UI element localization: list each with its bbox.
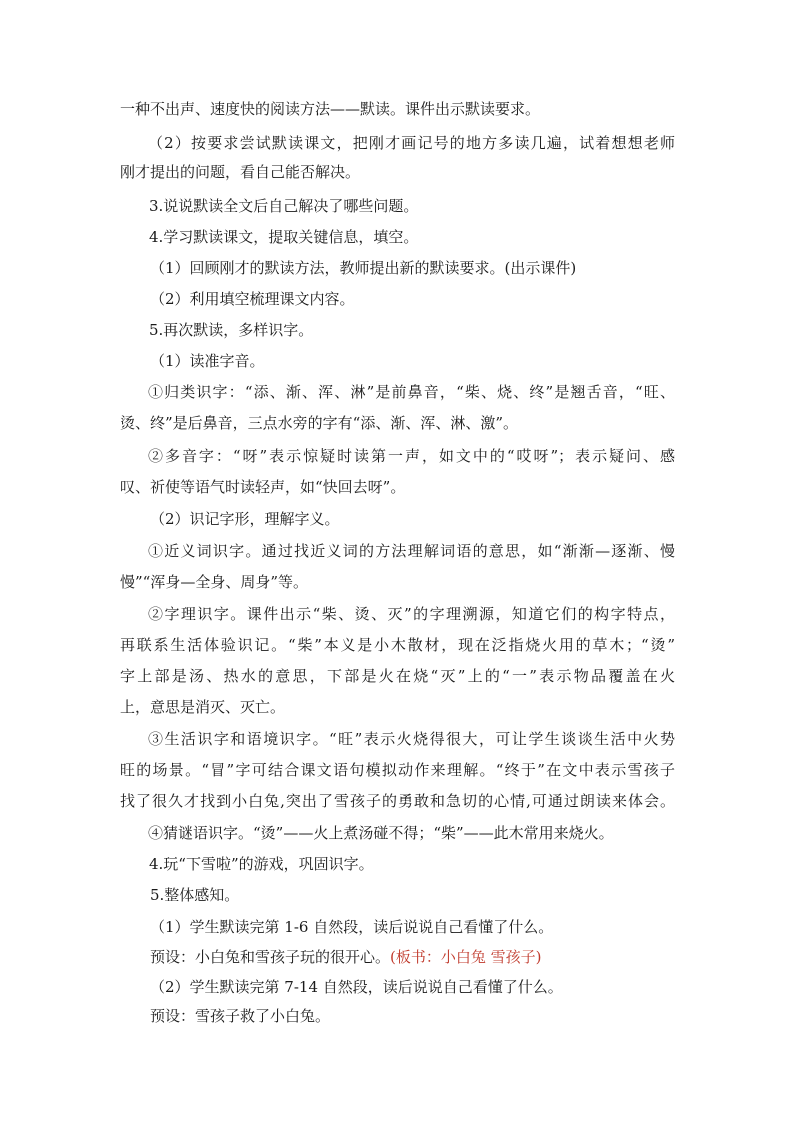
text-line: （1）读准字音。: [150, 352, 265, 370]
text-line: 字上部是汤、热水的意思，下部是火在烧“灭”上的“一”表示物品覆盖在火: [120, 667, 675, 685]
text-line: 再联系生活体验识记。“柴”本义是小木散材，现在泛指烧火用的草木；“烫”: [120, 636, 675, 654]
text-line: ①近义词识字。通过找近义词的方法理解词语的意思，如“渐渐—逐渐、慢: [148, 542, 675, 560]
text-line: 烫、终”是后鼻音，三点水旁的字有“添、渐、浑、淋、激”。: [120, 414, 519, 432]
text-line: ②字理识字。课件出示“柴、烫、灭”的字理溯源，知道它们的构字特点，: [148, 605, 675, 623]
text-line: 慢”“浑身—全身、周身”等。: [120, 573, 309, 591]
text-line: ④猜谜语识字。“烫”——火上煮汤碰不得；“柴”——此木常用来烧火。: [148, 824, 614, 842]
text-line: 叹、祈使等语气时读轻声，如“快回去呀”。: [120, 478, 406, 496]
text-line: 一种不出声、速度快的阅读方法——默读。课件出示默读要求。: [120, 100, 541, 118]
text-line: [150, 947, 542, 967]
text-line: ①归类识字：“添、渐、浑、淋”是前鼻音，“柴、烧、终”是翘舌音，“旺、: [148, 383, 675, 401]
text-line: （1）回顾刚才的默读方法，教师提出新的默读要求。(出示课件): [150, 259, 577, 277]
text-line: 找了很久才找到小白兔,突出了雪孩子的勇敢和急切的心情,可通过朗读来体会。: [120, 792, 675, 810]
text-line: ②多音字：“呀”表示惊疑时读第一声，如文中的“哎呀”；表示疑问、感: [148, 447, 675, 465]
text-line: 3.说说默读全文后自己解决了哪些问题。: [149, 197, 419, 215]
text-line: 4.玩“下雪啦”的游戏，巩固识字。: [149, 855, 374, 873]
text-line: （1）学生默读完第 1-6 自然段，读后说说自己看懂了什么。: [150, 918, 554, 936]
text-span: 预设：小白兔和雪孩子玩的很开心。: [150, 948, 391, 966]
text-line: （2）利用填空梳理课文内容。: [150, 290, 355, 308]
text-line: （2）按要求尝试默读课文，把刚才画记号的地方多读几遍，试着想想老师: [148, 134, 675, 152]
text-line: 5.整体感知。: [150, 886, 240, 904]
text-line: 刚才提出的问题，看自己能否解决。: [120, 163, 361, 181]
text-line: ③生活识字和语境识字。“旺”表示火烧得很大，可让学生谈谈生活中火势: [148, 730, 675, 748]
text-line: 上，意思是消灭、灭亡。: [120, 698, 286, 716]
text-line: 5.再次默读，多样识字。: [149, 321, 314, 339]
blackboard-note: (板书：小白兔 雪孩子): [390, 948, 542, 966]
text-line: （2）学生默读完第 7-14 自然段，读后说说自己看懂了什么。: [150, 978, 563, 996]
text-line: 预设：雪孩子救了小白兔。: [150, 1007, 331, 1025]
text-line: 旺的场景。“冒”字可结合课文语句模拟动作来理解。“终于”在文中表示雪孩子: [120, 761, 675, 779]
text-line: 4.学习默读课文，提取关键信息，填空。: [149, 228, 419, 246]
text-line: （2）识记字形，理解字义。: [150, 510, 340, 528]
